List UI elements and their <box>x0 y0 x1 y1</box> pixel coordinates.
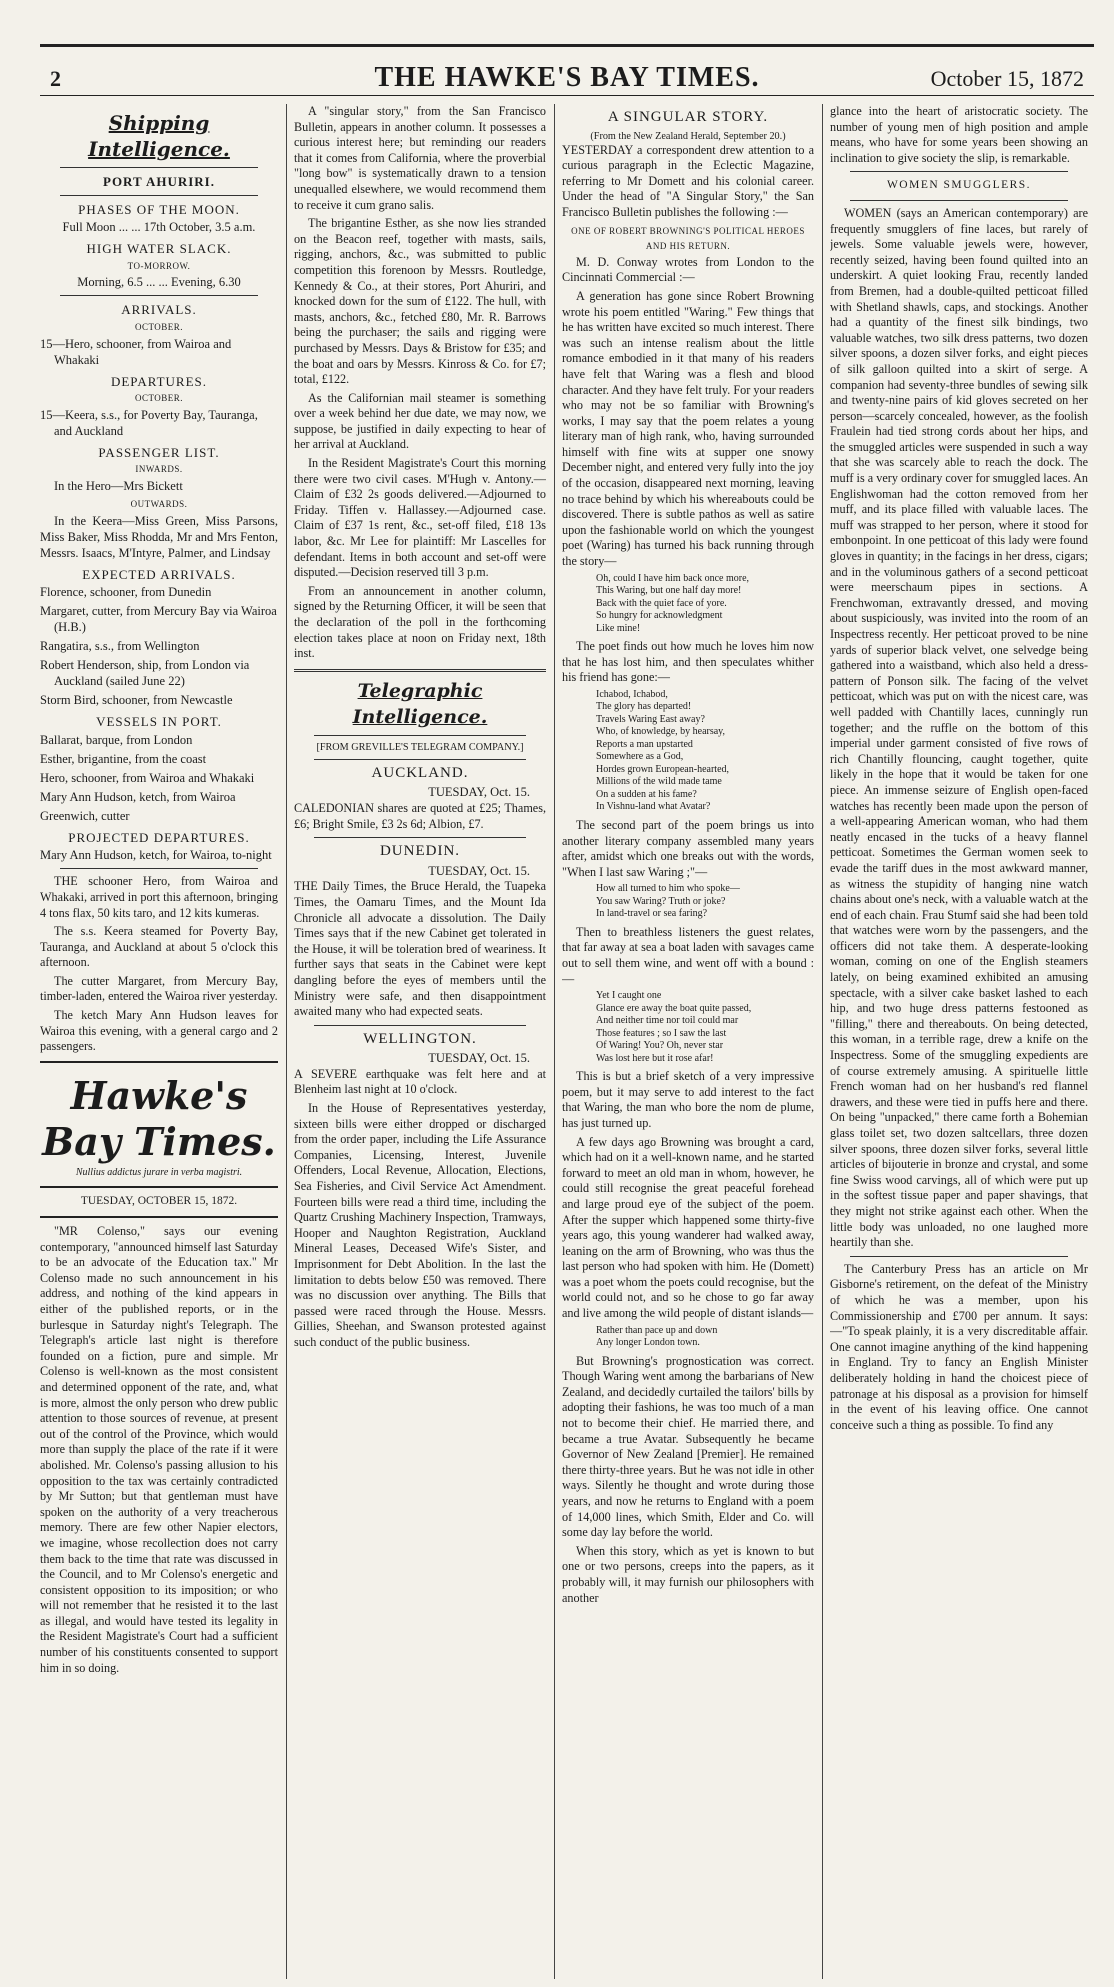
smugglers-text: WOMEN (says an American contemporary) are frequently smugglers of fine laces, but rarely of jewels. Some valuable jewels were, however, recently seized, having been found quilted into an underskirt. A quiet looking Frau, recently landed from Bremen, had a double-quilted petticoat filled with Shetland shawls, caps, and stockings. Another had a quantity of the finest silk bindings, two valuable watches, two silk dress patterns, two dozen silver spoons, a dozen silver forks, and eight pieces of silk galloon quilted into a skirt of serge. A companion had seventy-three bundles of sewing silk and twenty-nine pairs of kid gloves secreted on her person—scarcely concealed, however, as the foolish Fraulein had tied strong cords about her hips, and the smuggled articles were suspended in such a way that she was scarcely able to reach the dock. The muff is a very ordinary cover for smuggled laces. An Englishwoman had the cotton removed from her muff, and its place filled with valuable laces. The muff was strapped to her person, where it stood for embonpoint. In one petticoat of this lady were found gloves in quantity; in the facings in her dress, cigars; and in the voluminous gathers of a second petticoat were meerschaum pipes in sections. A Frenchwoman, extravantly dressed, and moving about suspiciously, was invited into the room of an Inspectress recently. Her petticoat proved to be nine yards of superior black velvet, one selvedge being gathered into a waistband, which also held a dress-pattern of Ponson silk. The facing of the velvet petticoat, which was put on with the nicest care, was well padded with Chantilly laces, cunningly run together; and the ruffle on the bottom of this imperial under garment consisted of five rows of rich Chantilly flouncing, caught together, quite likely in the hope that it would be taken for one piece. An immense seizure of English open-faced watches has recently been made upon the person of a well-appearing American woman, who had them neatly encased in the tucks of a heavy flannel petticoat. Sometimes the German women seek to evade the tariff dues in the most awkward manner, as witness the stupidity of hanging nine watch chains about one's neck, with a valuable watch at the end of each chain. Frau Stumf said she had been told that watches were worn by the passengers, and the officers did not take them. A desperate-looking woman, coming on one of the English steamers lately, on being examined exhibited an amusing spectacle, with a silver cake basket lashed to each hip, and two huge dress patterns festooned as "filling," there and thereabouts. On being detected, this woman, in a terrible rage, drew a knife on the Inspectress. Some of the smuggling expedients are of course extremely amusing. A spirituelle little French woman had on her husband's red flannel drawers, and these were tied in puffs here and there. On being "unpacked," there came forth a Bohemian glass toilet set, two dozen saltcellars, three dozen silver spoons, three dozen silver forks, several little articles of bijouterie in bronze and crystal, and some fine Swiss wood carvings, all of which were put up in the softest tissue paper and paper shavings, that they might not strike against each other. When the little body was unloaded, no one laughed more heartily than she. <box>830 205 1088 1250</box>
verse-line: Hordes grown European-hearted, <box>596 763 730 775</box>
verse-line: Oh, could I have him back once more, <box>596 572 750 584</box>
verse-line: Rather than pace up and down <box>596 1324 718 1336</box>
divider <box>314 735 526 736</box>
page-title: THE HAWKE'S BAY TIMES. <box>374 62 760 93</box>
wellington-house: In the House of Representatives yesterday, sixteen bills were either dropped or discharged from the order paper, including the Life Assurance Companies, Licensing, Interest, Juvenile Offenders, Local Revenue, Allocation, Elections, Sea Fisheries, and Civil Service Act Amendment. Fourteen bills were read a third time, including the Quartz Crushing Machinery Inspection, Tramways, Hooper and Naughton Registration, Auckland Mineral Leases, Deceased Wife's Sister, and Imprisonment for Debt Abolition. In the last the limitation to debts below £50 was removed. There was no discussion over anything. The Bills that passed were raced through the House. Messrs. Gillies, Sheehan, and Swanson protested against such conduct of the public business. <box>294 1101 546 1349</box>
story-para: M. D. Conway wrotes from London to the Cincinnati Commercial :— <box>562 254 814 285</box>
shipping-heading: Shipping Intelligence. <box>88 111 230 161</box>
divider <box>850 171 1068 172</box>
expected-item: Rangatira, s.s., from Wellington <box>40 639 200 654</box>
verse-line: On a sudden at his fame? <box>596 788 697 800</box>
verse-line: Reports a man upstarted <box>596 738 693 750</box>
auckland-text: CALEDONIAN shares are quoted at £25; Thames, £6; Bright Smile, £3 2s 6d; Albion, £7. <box>294 800 546 831</box>
auckland-heading: AUCKLAND. <box>371 764 469 781</box>
court-note: In the Resident Magistrate's Court this morning there were two civil cases. M'Hugh v. Antony.—Claim of £32 2s goods delivered.—Adjourned to Friday. Tiffen v. Hallassey.—Adjourned case. Claim of £37 1s rent, &c., set-off filed, £18 13s labor, &c. Mr Lee for plaintiff: Mr Lascelles for defendant. Items in both account and set-off were disputed.—Decision reserved till 3 p.m. <box>294 456 546 580</box>
verse-line: And neither time nor toil could mar <box>596 1015 739 1027</box>
verse-line: Glance ere away the boat quite passed, <box>596 1002 752 1014</box>
verse-block <box>596 573 814 636</box>
divider <box>40 1186 278 1188</box>
departures-month: OCTOBER. <box>134 393 184 404</box>
passenger-heading: PASSENGER LIST. <box>98 444 220 460</box>
projected-item: Mary Ann Hudson, ketch, for Wairoa, to-night <box>40 848 272 863</box>
telegram-source: [FROM GREVILLE'S TELEGRAM COMPANY.] <box>316 741 524 753</box>
divider <box>850 200 1068 201</box>
outwards-text: In the Keera—Miss Green, Miss Parsons, Miss Baker, Miss Rhodda, Mr and Mrs Fenton, Messrs. Isaacs, M'Intyre, Palmer, and Lindsay <box>40 513 278 560</box>
editorial-dateline: TUESDAY, OCTOBER 15, 1872. <box>80 1195 238 1208</box>
singular-story-heading: A SINGULAR STORY. <box>607 109 769 125</box>
verse-line: Any longer London town. <box>596 1337 700 1349</box>
inwards-text: In the Hero—Mrs Bickett <box>54 478 183 493</box>
verse-line: Travels Waring East away? <box>596 713 705 725</box>
paper-nameplate: Hawke's Bay Times. <box>42 1072 276 1164</box>
divider <box>314 759 526 760</box>
smugglers-heading: WOMEN SMUGGLERS. <box>886 179 1032 192</box>
outwards-label: OUTWARDS. <box>130 498 188 509</box>
shipping-note: The cutter Margaret, from Mercury Bay, timber-laden, entered the Wairoa river yesterday. <box>40 973 278 1004</box>
story-para: Then to breathless listeners the guest relates, that far away at sea a boat laden with savages came out to sell them wine, and went off with a bound :— <box>562 924 814 986</box>
departures-heading: DEPARTURES. <box>110 373 208 389</box>
divider <box>60 167 258 168</box>
story-para: The poet finds out how much he loves him now that he has lost him, and then speculates whither his friend has gone:— <box>562 639 814 685</box>
expected-item: Robert Henderson, ship, from London via Auckland (sailed June 22) <box>40 658 250 689</box>
story-subhead: ONE OF ROBERT BROWNING'S POLITICAL HEROES AND HIS RETURN. <box>571 225 805 252</box>
shipping-note: The ketch Mary Ann Hudson leaves for Wairoa this evening, with a general cargo and 2 passengers. <box>40 1008 278 1054</box>
motto: Nullius addictus jurare in verba magistri. <box>75 1166 243 1178</box>
editorial-colenso: "MR Colenso," says our evening contemporary, "announced himself last Saturday to be an advocate of the Education tax." Mr Colenso made no such announcement in his address, and nothing of the kind appears in either of the published reports, or in the burlesque in Saturday night's Telegraph. The Telegraph's article last night is therefore founded on a fiction, pure and simple. Mr Colenso is well-known as the most consistent and determined opponent of the rate, and, what is more, almost the only person who drew public attention to those sources of revenue, at present out of the control of the Province, which would more than supply the place of the rate if it were abolished. Mr. Colenso's passing allusion to his opposition to the tax was certainly contradicted by Mr Sutton; but that gentleman must have spoken on the authority of a very treacherous memory. There are few other Napier electors, we imagine, whose recollection does not carry them back to the time that rate was discussed in the Council, and to Mr Colenso's energetic and consistent opposition to its imposition; or who will not remember that he resisted it to the last as illegal, and would have tested its legality in the Resident Magistrate's Court had a sufficient number of his constituents consented to support him in so doing. <box>40 1224 278 1675</box>
expected-item: Margaret, cutter, from Mercury Bay via Wairoa (H.B.) <box>40 604 277 635</box>
column-2 <box>294 104 546 1979</box>
verse-line: Who, of knowledge, by hearsay, <box>596 726 726 738</box>
verse-line: Was lost here but it rose afar! <box>596 1052 714 1064</box>
vessel-item: Greenwich, cutter <box>40 808 130 823</box>
divider <box>40 1061 278 1063</box>
page-number: 2 <box>50 66 61 91</box>
verse-block <box>596 689 814 814</box>
divider <box>294 669 546 672</box>
story-para: YESTERDAY a correspondent drew attention to a curious paragraph in the Eclectic Magazine, referring to Mr Domett and his colonial career. Under the head of "A Singular Story," the San Francisco Bulletin publishes the following :— <box>562 142 814 219</box>
expected-heading: EXPECTED ARRIVALS. <box>82 566 236 582</box>
verse-line: In land-travel or sea faring? <box>596 908 708 920</box>
masthead-bottom-rule <box>40 95 1094 96</box>
verse-line: Somewhere as a God, <box>596 751 684 763</box>
projected-heading: PROJECTED DEPARTURES. <box>68 829 250 845</box>
moon-heading: PHASES OF THE MOON. <box>78 201 240 217</box>
arrivals-heading: ARRIVALS. <box>121 302 197 318</box>
tide-sub: TO-MORROW. <box>127 260 191 271</box>
shipping-note: The s.s. Keera steamed for Poverty Bay, Tauranga, and Auckland at about 5 o'clock this afternoon. <box>40 924 278 970</box>
divider <box>60 868 258 869</box>
divider <box>40 1216 278 1218</box>
telegraphic-heading: Telegraphic Intelligence. <box>352 679 488 728</box>
verse-block <box>596 1325 814 1350</box>
vessel-item: Hero, schooner, from Wairoa and Whakaki <box>40 770 255 785</box>
verse-line: Millions of the wild made tame <box>596 776 722 788</box>
moon-line: Full Moon ... ... 17th October, 3.5 a.m. <box>62 220 256 235</box>
wellington-date: TUESDAY, Oct. 15. <box>428 1051 530 1066</box>
vessel-item: Esther, brigantine, from the coast <box>40 751 207 766</box>
port-heading: PORT AHURIRI. <box>103 174 215 189</box>
verse-line: In Vishnu-land what Avatar? <box>596 801 711 813</box>
expected-item: Florence, schooner, from Dunedin <box>40 585 212 600</box>
story-para: This is but a brief sketch of a very impressive poem, but it may serve to add interest to the fact that Waring, the man who bore the nom de plume, has just turned up. <box>562 1069 814 1130</box>
story-para: A few days ago Browning was brought a card, which had on it a well-known name, and he started forward to meet an old man in whom, however, he could still recognise the great peaceful forehead and large proud eye of the subject of the poem. After the supper which happened some thirty-five years ago, this young wanderer had walked away, leaning on the arm of Browning, who was thus the last person who had spoken with him. He (Domett) was a poet whom the poets could recognise, but the world could not, and so he chose to go far away and live among the wild people of distant islands— <box>562 1134 814 1321</box>
wellington-quake: A SEVERE earthquake was felt here and at Blenheim last night at 10 o'clock. <box>294 1066 546 1097</box>
vessels-heading: VESSELS IN PORT. <box>96 714 222 730</box>
column-rule <box>822 104 823 1979</box>
story-para: When this story, which as yet is known to but one or two persons, creeps into the papers, as it probably will, it may furnish our philosophers with another <box>562 1543 814 1605</box>
column-3 <box>562 104 814 1979</box>
singular-story-source: (From the New Zealand Herald, September 20.) <box>590 130 786 142</box>
column-4 <box>830 104 1088 1979</box>
canterbury-text: The Canterbury Press has an article on Mr Gisborne's retirement, on the defeat of the Ministry of which he was a member, upon his Commissionership and £700 per annum. It says:—"To speak plainly, it is a very discreditable affair. One cannot imagine anything of the kind happening in England. Try to fancy an English Minister deliberately holding in hand the choicest piece of patronage at his disposal as a provision for himself in the event of his leaving office. One cannot conceive such a thing as possible. To find any <box>830 1261 1088 1432</box>
verse-block <box>596 990 814 1065</box>
story-para: A generation has gone since Robert Browning wrote his poem entitled "Waring." Few things that he has written have excited so much interest. There was such an intense realism about the little romance embodied in it that many of his readers have felt that Waring was a flesh and blood character. And they have felt truly. For your readers who may not be so familiar with Browning's works, I may say that the poem relates a young literary man of high rank, who, having surrounded himself with fine wits at supper one snowy December night, and entered very fully into the joy of the occasion, disappeared next morning, leaving no trace behind by which his whereabouts could be discovered. There is subtle pathos as well as satire upon the fashionable world on which the youngest poet (Waring) has turned his back running through the story— <box>562 288 814 569</box>
column-rule <box>554 104 555 1979</box>
expected-item: Storm Bird, schooner, from Newcastle <box>40 693 233 708</box>
inwards-label: INWARDS. <box>135 464 183 475</box>
verse-line: The glory has departed! <box>596 701 692 713</box>
dunedin-heading: DUNEDIN. <box>379 843 461 860</box>
shipping-note: THE schooner Hero, from Wairoa and Whakaki, arrived in port this afternoon, bringing 4 tons flax, 50 kits taro, and 12 kits kumeras. <box>40 874 278 920</box>
singular-note: A "singular story," from the San Francisco Bulletin, appears in another column. It possesses a curious interest here; but reminding our readers that it comes from California, where the proverbial "long bow" is systematically drawn to a tension unequalled elsewhere, we would recommend them to receive it cum grano salis. <box>294 104 546 212</box>
mail-note: As the Californian mail steamer is something over a week behind her due date, we may now, we suppose, be justified in daily expecting to hear of her arrival at Auckland. <box>294 390 546 452</box>
arrivals-month: OCTOBER. <box>134 321 184 332</box>
verse-line: Those features ; so I saw the last <box>596 1027 727 1039</box>
auckland-date: TUESDAY, Oct. 15. <box>428 785 530 800</box>
verse-line: Of Waring! You? Oh, never star <box>596 1040 724 1052</box>
verse-line: Yet I caught one <box>596 990 662 1002</box>
arrivals-entry: 15—Hero, schooner, from Wairoa and Whakaki <box>40 336 232 367</box>
masthead-top-rule <box>40 44 1094 47</box>
dunedin-text: THE Daily Times, the Bruce Herald, the Tuapeka Times, the Oamaru Times, and the Mount Ida Chronicle all advocate a dissolution. The Daily Times says that if the new Cabinet get tolerated in the House, it will be toleration bred of weariness. It further says that seats in the Cabinet were kept dangling before the eyes of members until the Ministry were safe, and then disappointment awaited many who had expected seats. <box>294 879 546 1019</box>
vessel-item: Mary Ann Hudson, ketch, from Wairoa <box>40 789 236 804</box>
issue-date: October 15, 1872 <box>930 66 1084 91</box>
verse-line: How all turned to him who spoke— <box>596 883 740 895</box>
verse-line: Ichabod, Ichabod, <box>596 688 668 700</box>
wellington-heading: WELLINGTON. <box>363 1030 477 1047</box>
tide-heading: HIGH WATER SLACK. <box>86 241 232 257</box>
verse-line: Like mine! <box>596 622 641 634</box>
masthead <box>40 60 1094 94</box>
returning-note: From an announcement in another column, signed by the Returning Officer, it will be seen that the declaration of the poll in the forthcoming election takes place at noon on Friday next, 18th inst. <box>294 583 546 661</box>
verse-block <box>596 883 814 921</box>
divider <box>314 1025 526 1026</box>
divider <box>314 837 526 838</box>
verse-line: Back with the quiet face of yore. <box>596 597 727 609</box>
story-para: The second part of the poem brings us into another literary company assembled many years after, amidst which one breaks out with the words, "When I last saw Waring ;"— <box>562 817 814 879</box>
tide-line: Morning, 6.5 ... ... Evening, 6.30 <box>77 275 241 290</box>
esther-note: The brigantine Esther, as she now lies stranded on the Beacon reef, together with masts, sails, rigging, anchors, &c., was submitted to public competition this forenoon by Messrs. Routledge, Kennedy & Co., at their stores, Port Ahuriri, and knocked down for the sum of £122. The hull, with masts, anchors, &c., fetched £80, Mr. R. Barrows being the purchaser; the sails and rigging were purchased by Messrs. Days & Bristow for £35; and the boat and oars by Messrs. Kinross & Co. for £7; total, £122. <box>294 216 546 387</box>
departures-entry: 15—Keera, s.s., for Poverty Bay, Tauranga, and Auckland <box>40 407 258 438</box>
divider <box>60 295 258 296</box>
verse-line: You saw Waring? Truth or joke? <box>596 895 726 907</box>
divider <box>850 1256 1068 1257</box>
divider <box>60 195 258 196</box>
dunedin-date: TUESDAY, Oct. 15. <box>428 863 530 878</box>
verse-line: So hungry for acknowledgment <box>596 610 723 622</box>
story-continuation: glance into the heart of aristocratic society. The number of young men of high position and ample means, who have for some years been showing an inclination to give society the slip, is remarkable. <box>830 104 1088 165</box>
column-rule <box>286 104 287 1979</box>
column-1 <box>40 104 278 1979</box>
story-para: But Browning's prognostication was correct. Though Waring went among the barbarians of New Zealand, and decidedly curtailed the tailors' bills by adopting their fashions, he was too much of a man not to become their chief. He married there, and became a true Avatar. Subsequently he became Governor of New Zealand [Premier]. He remained there thirty-three years. But he was not idle in other ways. Silently he thought and wrote during those years, and now he returns to England with a poem of 14,000 lines, which Smith, Elder and Co. will some day lay before the world. <box>562 1353 814 1540</box>
verse-line: This Waring, but one half day more! <box>596 585 742 597</box>
vessel-item: Ballarat, barque, from London <box>40 732 193 747</box>
